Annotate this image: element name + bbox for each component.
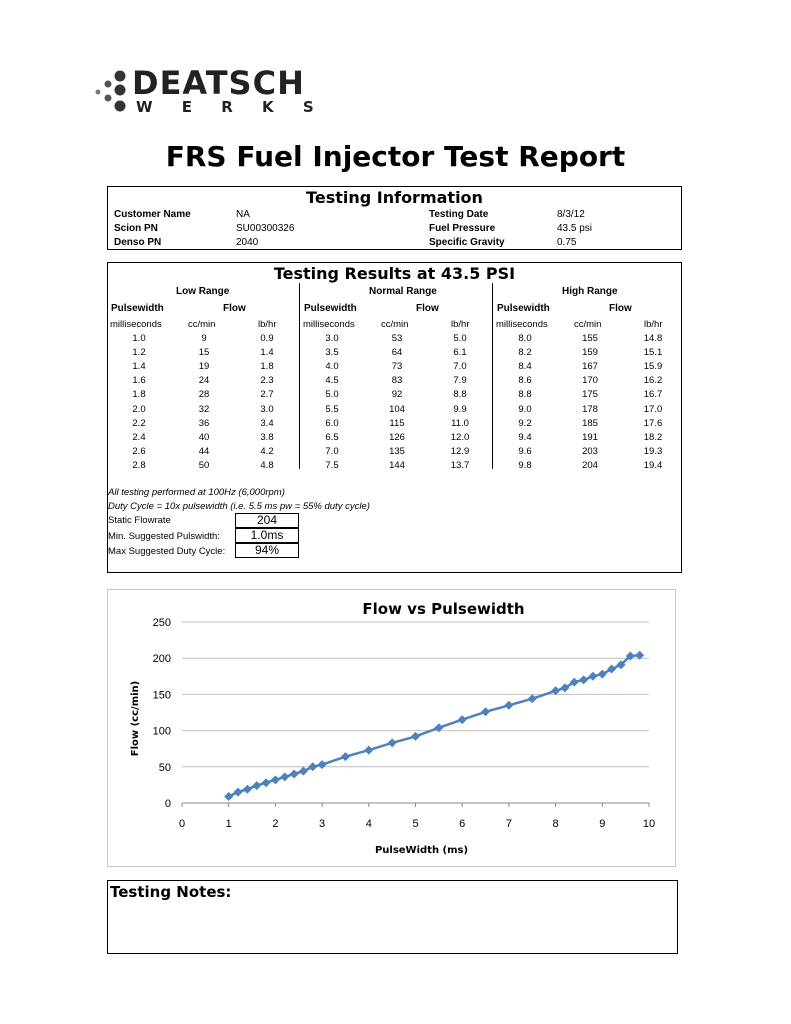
range-divider [492, 283, 493, 469]
logo-sub: W E R K S [136, 98, 326, 116]
table-cell: 1.2 [132, 347, 146, 359]
table-cell: 167 [582, 361, 598, 373]
summary-label: Static Flowrate [108, 515, 171, 526]
table-cell: 18.2 [643, 431, 663, 443]
table-cell: 191 [582, 431, 598, 443]
data-point-marker [598, 670, 607, 679]
flow-header: Flow [223, 303, 246, 314]
pulsewidth-header: Pulsewidth [304, 303, 357, 314]
table-cell: 16.7 [643, 389, 663, 401]
summary-label: Max Suggested Duty Cycle: [108, 546, 226, 557]
table-cell: 16.2 [643, 375, 663, 387]
data-point-marker [607, 665, 616, 674]
table-cell: 2.4 [132, 431, 146, 443]
table-cell: 1.0 [132, 333, 146, 344]
table-cell: 4.5 [325, 375, 339, 387]
table-cell: 8.8 [453, 389, 467, 401]
table-cell: 64 [391, 347, 403, 359]
pulsewidth-header: Pulsewidth [111, 303, 164, 314]
unit-ms: milliseconds [303, 319, 355, 330]
x-tick-label: 7 [505, 818, 512, 830]
table-cell: 83 [391, 375, 403, 387]
data-point-marker [579, 675, 588, 684]
table-cell: 28 [198, 389, 210, 401]
table-cell: 204 [582, 459, 598, 471]
table-cell: 1.4 [132, 361, 146, 373]
table-cell: 8.0 [518, 333, 532, 344]
info-label: Denso PN [114, 237, 162, 248]
range-name: Low Range [176, 286, 230, 297]
unit-lbhr: lb/hr [258, 319, 277, 330]
data-point-marker [341, 752, 350, 761]
table-cell: 7.9 [453, 375, 467, 387]
table-cell: 2.3 [260, 375, 274, 387]
table-cell: 1.6 [132, 375, 146, 387]
range-divider [299, 283, 300, 469]
table-cell: 2.6 [132, 445, 146, 457]
x-tick-label: 4 [365, 818, 372, 830]
data-point-marker [411, 732, 420, 741]
table-cell: 115 [389, 417, 405, 429]
deatsch-werks-logo [92, 64, 344, 120]
table-cell: 15.9 [643, 361, 663, 373]
table-cell: 73 [391, 361, 403, 373]
data-point-marker [364, 746, 373, 755]
unit-ccmin: cc/min [574, 319, 602, 330]
unit-ccmin: cc/min [188, 319, 216, 330]
logo-word: DEATSCH [132, 64, 305, 102]
x-tick-label: 9 [599, 818, 606, 830]
chart-title: Flow vs Pulsewidth [362, 600, 525, 618]
table-cell: 6.5 [325, 431, 339, 443]
data-point-marker [290, 770, 299, 779]
table-cell: 19.3 [643, 445, 663, 457]
table-cell: 8.2 [518, 347, 532, 359]
testing-notes-title: Testing Notes: [110, 883, 232, 901]
table-cell: 15.1 [643, 347, 663, 359]
table-cell: 92 [391, 389, 403, 401]
x-tick-label: 0 [178, 818, 186, 830]
data-point-marker [528, 694, 537, 703]
table-cell: 1.4 [260, 347, 274, 359]
table-cell: 4.8 [260, 459, 274, 471]
table-cell: 6.0 [325, 417, 339, 429]
data-point-marker [271, 775, 280, 784]
range-name: Normal Range [369, 286, 437, 297]
table-cell: 8.4 [518, 361, 532, 373]
table-cell: 13.7 [450, 459, 470, 471]
flow-vs-pulsewidth-chart [107, 589, 676, 867]
table-cell: 3.8 [260, 431, 274, 443]
table-cell: 32 [198, 403, 210, 415]
table-cell: 175 [582, 389, 598, 401]
flow-header: Flow [416, 303, 439, 314]
table-cell: 5.0 [325, 389, 339, 401]
table-cell: 6.1 [453, 347, 467, 359]
x-tick-label: 1 [225, 818, 232, 830]
table-cell: 7.5 [325, 459, 339, 471]
flow-header: Flow [609, 303, 632, 314]
table-cell: 9 [201, 333, 207, 344]
table-cell: 4.0 [325, 361, 339, 373]
flow-series-line [229, 655, 640, 796]
unit-ms: milliseconds [110, 319, 162, 330]
table-cell: 9.6 [518, 445, 532, 457]
table-cell: 3.4 [260, 417, 274, 429]
data-point-marker [318, 760, 327, 769]
info-label: Fuel Pressure [429, 223, 496, 234]
y-axis-label: Flow (cc/min) [130, 680, 141, 757]
y-tick-label: 50 [158, 761, 171, 774]
table-cell: 5.0 [453, 333, 467, 344]
x-tick-label: 10 [642, 818, 656, 830]
pulsewidth-header: Pulsewidth [497, 303, 550, 314]
table-cell: 203 [582, 445, 598, 457]
table-cell: 2.7 [260, 389, 274, 401]
table-cell: 8.6 [518, 375, 532, 387]
unit-ccmin: cc/min [381, 319, 409, 330]
data-point-marker [504, 701, 513, 710]
table-cell: 53 [391, 333, 403, 344]
table-cell: 104 [389, 403, 405, 415]
data-point-marker [388, 738, 397, 747]
info-label: Specific Gravity [429, 237, 505, 248]
table-cell: 3.0 [325, 333, 339, 344]
info-value: NA [236, 209, 250, 220]
table-cell: 144 [389, 459, 405, 471]
table-cell: 15 [198, 347, 210, 359]
table-cell: 14.8 [643, 333, 663, 344]
table-cell: 8.8 [518, 389, 532, 401]
info-label: Customer Name [114, 209, 191, 220]
unit-lbhr: lb/hr [451, 319, 470, 330]
unit-ms: milliseconds [496, 319, 548, 330]
info-value: 43.5 psi [557, 223, 593, 234]
data-point-marker [262, 778, 271, 787]
table-cell: 2.0 [132, 403, 146, 415]
test-condition-note: All testing performed at 100Hz (6,000rpm) [108, 487, 285, 498]
table-cell: 9.4 [518, 431, 532, 443]
table-cell: 19.4 [643, 459, 663, 471]
summary-label: Min. Suggested Pulswidth: [108, 531, 220, 542]
table-cell: 24 [198, 375, 210, 387]
table-cell: 44 [198, 445, 210, 457]
table-cell: 12.9 [450, 445, 470, 457]
table-cell: 4.2 [260, 445, 274, 457]
table-cell: 11.0 [451, 417, 469, 429]
table-cell: 40 [198, 431, 210, 443]
data-point-marker [234, 788, 243, 797]
min-pulsewidth-value: 1.0ms [235, 528, 299, 543]
table-cell: 9.0 [518, 403, 532, 415]
table-cell: 185 [582, 417, 598, 429]
table-cell: 7.0 [325, 445, 339, 457]
info-value: 8/3/12 [557, 209, 585, 220]
table-cell: 126 [389, 431, 405, 443]
info-value: 0.75 [557, 237, 577, 248]
testing-notes-section [107, 880, 678, 954]
x-tick-label: 3 [319, 818, 326, 830]
x-axis-label: PulseWidth (ms) [374, 845, 469, 856]
table-cell: 2.8 [132, 459, 146, 471]
testing-results-title: Testing Results at 43.5 PSI [273, 264, 516, 283]
chart-canvas [108, 590, 675, 866]
info-value: SU00300326 [236, 223, 295, 234]
table-cell: 3.5 [325, 347, 339, 359]
data-point-marker [280, 772, 289, 781]
x-tick-label: 6 [459, 818, 466, 830]
y-tick-label: 150 [152, 689, 171, 702]
testing-information-title: Testing Information [306, 188, 483, 207]
data-point-marker [224, 792, 233, 801]
table-cell: 2.2 [132, 417, 146, 429]
table-cell: 135 [389, 445, 405, 457]
table-cell: 9.9 [453, 403, 467, 415]
page-title: FRS Fuel Injector Test Report [165, 140, 626, 173]
data-point-marker [588, 672, 597, 681]
table-cell: 178 [582, 403, 598, 415]
data-point-marker [458, 715, 467, 724]
table-cell: 17.0 [643, 403, 663, 415]
table-cell: 3.0 [260, 403, 274, 415]
table-cell: 36 [198, 417, 210, 429]
y-tick-label: 250 [152, 617, 171, 629]
table-cell: 50 [198, 459, 210, 471]
data-point-marker [243, 785, 252, 794]
table-cell: 159 [582, 347, 598, 359]
data-point-marker [308, 762, 317, 771]
table-cell: 7.0 [453, 361, 467, 373]
range-name: High Range [562, 286, 618, 297]
info-value: 2040 [236, 237, 259, 248]
info-label: Testing Date [429, 209, 489, 220]
data-point-marker [252, 781, 261, 790]
duty-cycle-note: Duty Cycle = 10x pulsewidth (i.e. 5.5 ms pw = 55% duty cycle) [108, 501, 370, 512]
x-tick-label: 5 [412, 818, 419, 830]
unit-lbhr: lb/hr [644, 319, 663, 330]
y-tick-label: 100 [152, 725, 171, 738]
table-cell: 17.6 [643, 417, 663, 429]
data-point-marker [481, 707, 490, 716]
info-label: Scion PN [114, 223, 158, 234]
table-cell: 170 [582, 375, 598, 387]
x-tick-label: 2 [272, 818, 279, 830]
y-tick-label: 0 [164, 798, 171, 810]
table-cell: 1.8 [260, 361, 274, 373]
y-tick-label: 200 [152, 653, 171, 666]
x-tick-label: 8 [552, 818, 559, 830]
max-duty-cycle-value: 94% [235, 543, 299, 558]
table-cell: 155 [582, 333, 598, 344]
testing-information-section [107, 186, 682, 250]
table-cell: 12.0 [450, 431, 470, 443]
table-cell: 1.8 [132, 389, 146, 401]
table-cell: 9.2 [518, 417, 532, 429]
testing-results-section [107, 262, 682, 573]
static-flowrate-value: 204 [235, 513, 299, 528]
table-cell: 0.9 [260, 333, 274, 344]
table-cell: 5.5 [325, 403, 339, 415]
table-cell: 19 [198, 361, 210, 373]
table-cell: 9.8 [518, 459, 532, 471]
data-point-marker [299, 767, 308, 776]
